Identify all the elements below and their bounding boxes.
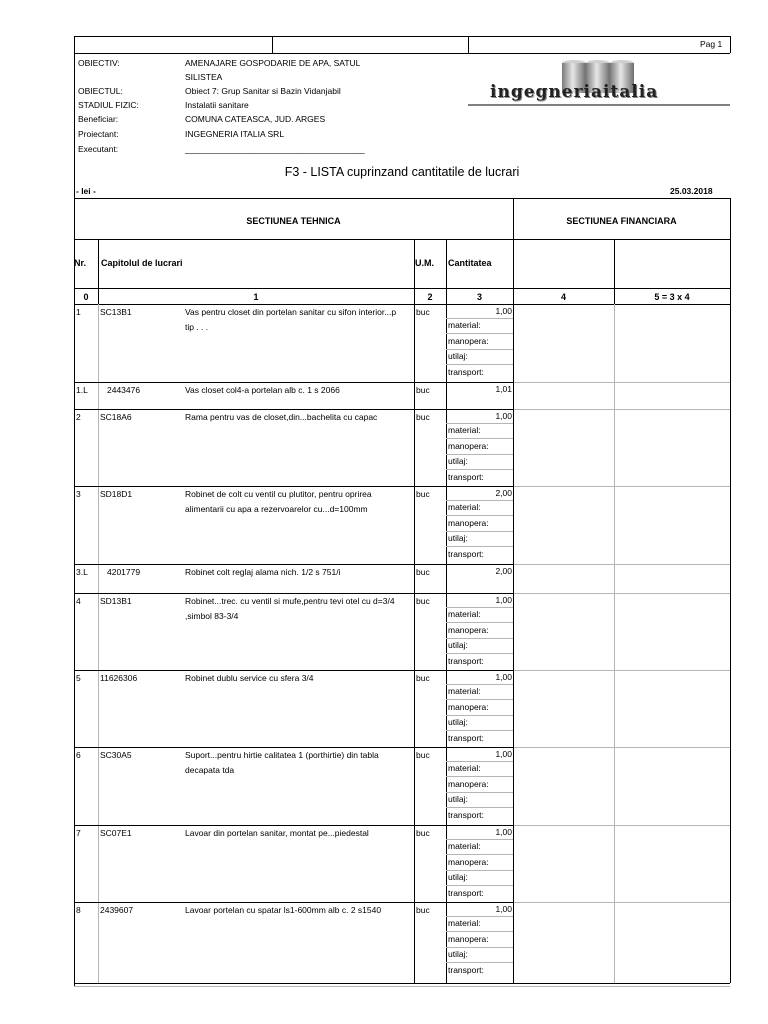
row-nr: 8 xyxy=(76,905,81,915)
row-nr: 7 xyxy=(76,828,81,838)
sub-label: material: xyxy=(448,686,481,696)
sub-label: material: xyxy=(448,425,481,435)
row-nr: 5 xyxy=(76,673,81,683)
header-label-executant: Executant: xyxy=(78,144,119,154)
sub-label: material: xyxy=(448,841,481,851)
row-um: buc xyxy=(416,673,430,683)
header-label-stadiul: STADIUL FIZIC: xyxy=(78,100,139,110)
row-code: SC18A6 xyxy=(100,412,132,422)
row-code: SD13B1 xyxy=(100,596,132,606)
row-nr: 6 xyxy=(76,750,81,760)
sub-label: manopera: xyxy=(448,933,489,944)
sub-label: transport: xyxy=(448,887,484,898)
sub-label: material: xyxy=(448,918,481,928)
row-nr: 4 xyxy=(76,596,81,606)
sub-label: transport: xyxy=(448,809,484,820)
sub-label: utilaj: xyxy=(448,640,468,650)
row-quantity: 2,00 xyxy=(495,488,512,498)
row-description: Robinet...trec. cu ventil si mufe,pentru tevi otel cu d=3/4 ,simbol 83-3/4 xyxy=(185,596,395,621)
sub-label: transport: xyxy=(448,548,484,559)
sub-label: utilaj: xyxy=(448,872,468,882)
row-um: buc xyxy=(416,596,430,606)
header-label-proiectant: Proiectant: xyxy=(78,129,119,139)
sub-label: manopera: xyxy=(448,856,489,867)
sub-label: utilaj: xyxy=(448,949,468,959)
sub-label: transport: xyxy=(448,366,484,377)
row-nr: 1.L xyxy=(76,385,88,395)
sub-label: utilaj: xyxy=(448,717,468,727)
row-quantity: 1,01 xyxy=(495,384,512,394)
col-header-chapter: Capitolul de lucrari xyxy=(101,258,183,268)
row-description: Vas pentru closet din portelan sanitar cu sifon interior...p tip . . . xyxy=(185,307,397,332)
row-code: 11626306 xyxy=(100,673,138,683)
header-value-objectiv: AMENAJARE GOSPODARIE DE APA, SATUL xyxy=(185,58,361,68)
row-um: buc xyxy=(416,750,430,760)
sub-label: manopera: xyxy=(448,517,489,528)
section-fin: SECTIUNEA FINANCIARA xyxy=(566,216,677,226)
row-quantity: 1,00 xyxy=(495,749,512,759)
sub-label: material: xyxy=(448,502,481,512)
row-quantity: 1,00 xyxy=(495,672,512,682)
sub-label: manopera: xyxy=(448,335,489,346)
row-description: Robinet colt reglaj alama nich. 1/2 s 751/i xyxy=(185,567,341,577)
header-value-stadiul: Instalatii sanitare xyxy=(185,100,249,110)
document-date: 25.03.2018 xyxy=(670,186,713,196)
row-code: SD18D1 xyxy=(100,489,133,499)
row-um: buc xyxy=(416,307,430,317)
row-quantity: 1,00 xyxy=(495,411,512,421)
row-description: Robinet de colt cu ventil cu plutitor, pentru oprirea alimentarii cu apa a rezervoarelor cu...d=100mm xyxy=(185,489,372,514)
logo-text: ingegneriaitalia xyxy=(490,82,659,102)
row-code: 4201779 xyxy=(107,567,141,577)
header-value-beneficiar: COMUNA CATEASCA, JUD. ARGES xyxy=(185,114,326,124)
company-logo xyxy=(468,55,730,107)
col-number-5: 5 = 3 x 4 xyxy=(654,292,690,302)
section-tech: SECTIUNEA TEHNICA xyxy=(246,216,341,226)
sub-label: manopera: xyxy=(448,701,489,712)
sub-label: manopera: xyxy=(448,440,489,451)
col-header-nr: Nr. xyxy=(74,258,87,268)
row-nr: 3.L xyxy=(76,567,88,577)
row-quantity: 1,00 xyxy=(495,904,512,914)
col-number-0: 0 xyxy=(83,292,89,302)
sub-label: utilaj: xyxy=(448,351,468,361)
sub-label: transport: xyxy=(448,732,484,743)
col-header-um: U.M. xyxy=(415,258,434,268)
sub-label: manopera: xyxy=(448,624,489,635)
row-code: SC30A5 xyxy=(100,750,132,760)
row-nr: 2 xyxy=(76,412,81,422)
page-label: Pag 1 xyxy=(700,39,723,49)
col-number-1: 1 xyxy=(253,292,259,302)
sub-label: material: xyxy=(448,763,481,773)
sub-label: transport: xyxy=(448,655,484,666)
currency-label: - lei - xyxy=(76,186,96,196)
row-description: Lavoar din portelan sanitar, montat pe...piedestal xyxy=(185,828,369,838)
header-label-objectiv: OBIECTIV: xyxy=(78,58,120,68)
col-number-4: 4 xyxy=(560,292,566,302)
row-quantity: 1,00 xyxy=(495,595,512,605)
row-code: 2443476 xyxy=(107,385,141,395)
row-um: buc xyxy=(416,567,430,577)
row-nr: 3 xyxy=(76,489,81,499)
row-um: buc xyxy=(416,412,430,422)
document-title: F3 - LISTA cuprinzand cantitatile de lucrari xyxy=(284,165,520,179)
row-description: Suport...pentru hirtie calitatea 1 (porthirtie) din tabla decapata tda xyxy=(185,750,379,775)
header-value-obiectul: Obiect 7: Grup Sanitar si Bazin Vidanjabil xyxy=(185,86,341,96)
header-value-executant: ______________________________________ xyxy=(185,144,365,154)
row-um: buc xyxy=(416,489,430,499)
sub-label: utilaj: xyxy=(448,794,468,804)
sub-label: transport: xyxy=(448,471,484,482)
row-quantity: 2,00 xyxy=(495,566,512,576)
sub-label: utilaj: xyxy=(448,456,468,466)
row-nr: 1 xyxy=(76,307,81,317)
header-value-proiectant: INGEGNERIA ITALIA SRL xyxy=(185,129,285,139)
col-number-2: 2 xyxy=(427,292,433,302)
row-code: SC07E1 xyxy=(100,828,132,838)
sub-label: material: xyxy=(448,609,481,619)
row-quantity: 1,00 xyxy=(495,827,512,837)
col-number-3: 3 xyxy=(476,292,482,302)
sub-label: material: xyxy=(448,320,481,330)
row-um: buc xyxy=(416,828,430,838)
row-code: 2439607 xyxy=(100,905,134,915)
row-code: SC13B1 xyxy=(100,307,132,317)
row-um: buc xyxy=(416,905,430,915)
header-value-objectiv-cont: SILISTEA xyxy=(185,72,223,82)
sub-label: transport: xyxy=(448,964,484,975)
row-description: Robinet dublu service cu sfera 3/4 xyxy=(185,673,314,683)
row-um: buc xyxy=(416,385,430,395)
row-description: Rama pentru vas de closet,din...bachelita cu capac xyxy=(185,412,378,422)
col-header-qty: Cantitatea xyxy=(448,258,492,268)
row-description: Lavoar portelan cu spatar ls1-600mm alb c. 2 s1540 xyxy=(185,905,382,915)
header-label-beneficiar: Beneficiar: xyxy=(78,114,119,124)
sub-label: utilaj: xyxy=(448,533,468,543)
row-description: Vas closet col4-a portelan alb c. 1 s 2066 xyxy=(185,385,340,395)
sub-label: manopera: xyxy=(448,778,489,789)
header-label-obiectul: OBIECTUL: xyxy=(78,86,123,96)
row-quantity: 1,00 xyxy=(495,306,512,316)
